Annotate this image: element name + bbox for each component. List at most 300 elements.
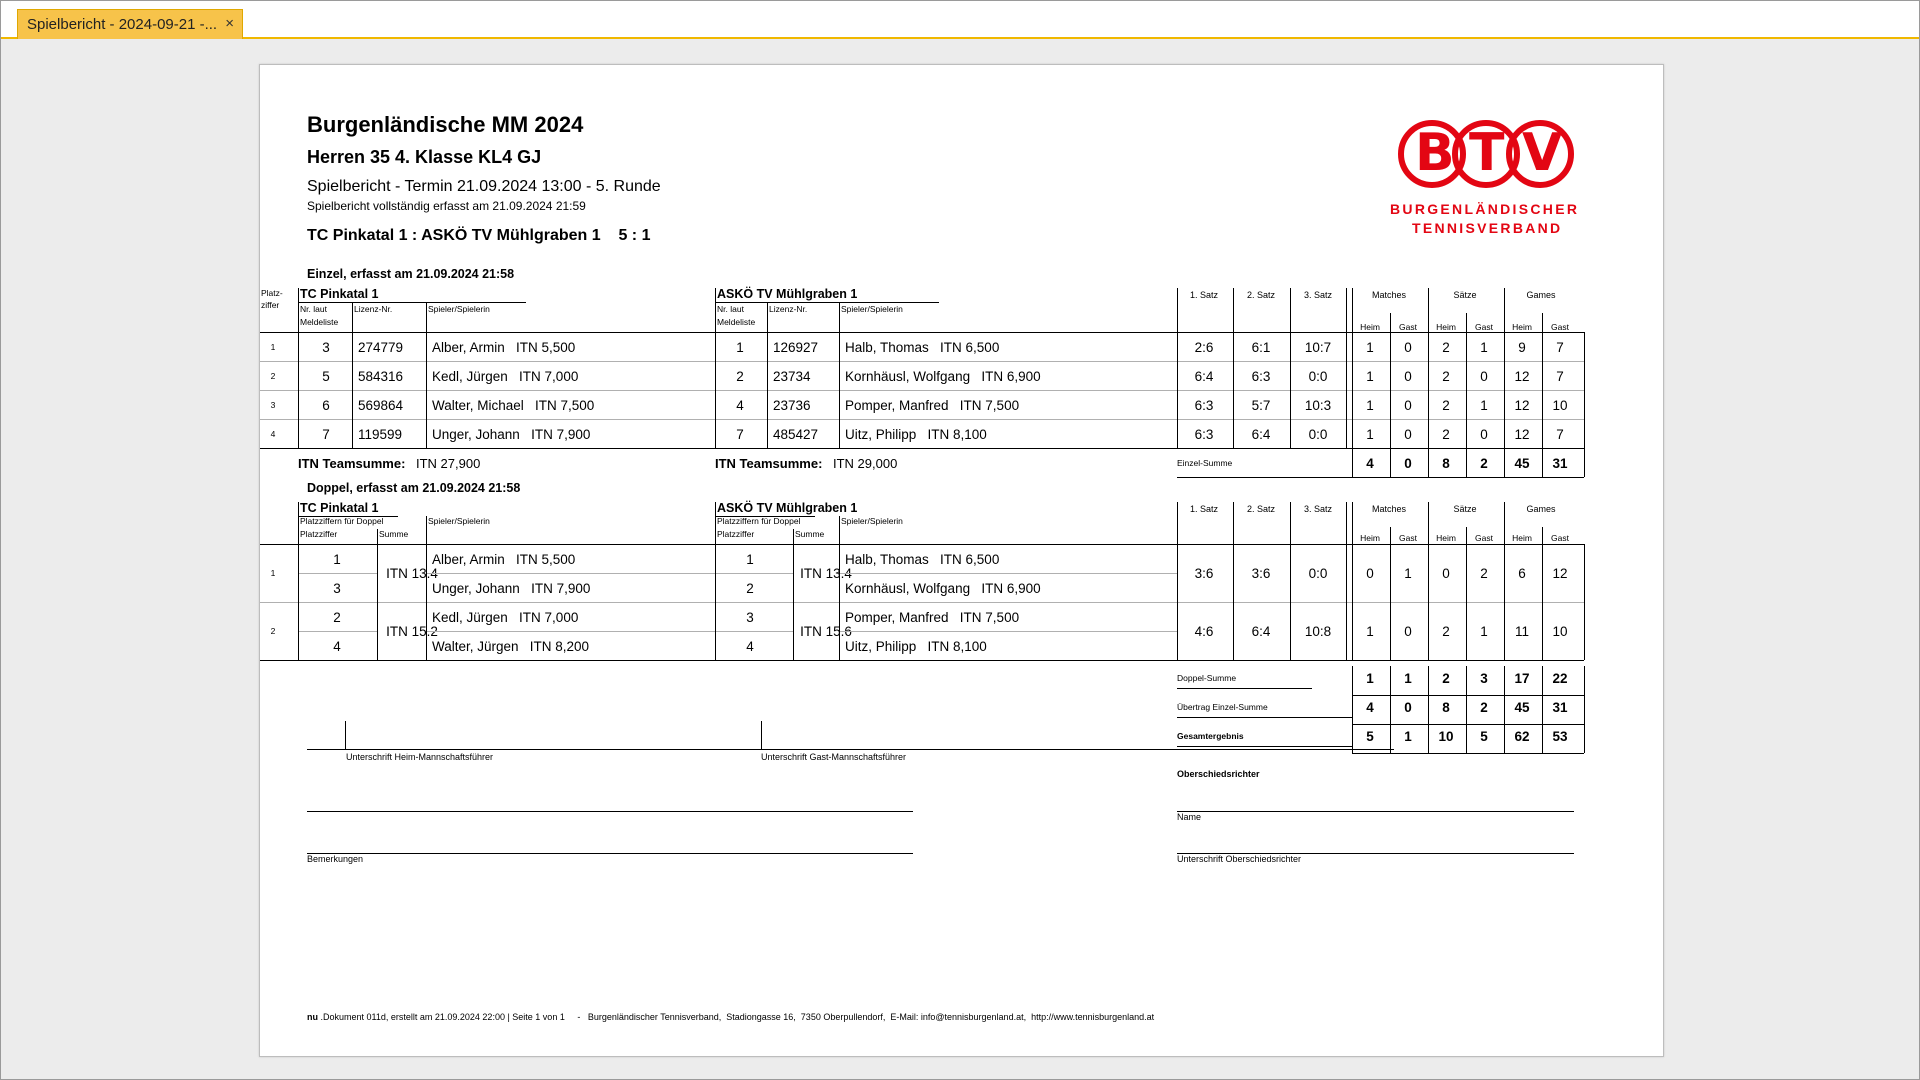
guest-lizenz-header: Lizenz-Nr. xyxy=(769,304,808,314)
home-team-sum: ITN 27,900 xyxy=(416,456,481,471)
captured-line: Spielbericht vollständig erfasst am 21.09.2024 21:59 xyxy=(307,199,586,213)
close-icon[interactable]: × xyxy=(225,15,234,32)
doppel-platz: 2 xyxy=(270,626,276,636)
referee-name-label: Name xyxy=(1177,812,1202,822)
sub-rule xyxy=(298,631,377,632)
einzel-guest-nr: 2 xyxy=(736,369,744,384)
rule xyxy=(1466,332,1467,477)
rule xyxy=(1542,695,1543,724)
doppel-home-sum: ITN 13.4 xyxy=(386,566,438,581)
doppel-guest-sum-header: Summe xyxy=(795,529,825,539)
btv-logo xyxy=(1390,115,1595,245)
doppel-stat: 2 xyxy=(1480,566,1488,581)
rule xyxy=(1352,288,1353,332)
einzel-set-score: 6:4 xyxy=(1194,369,1214,384)
doppel-home-platzziffer: 1 xyxy=(333,552,341,567)
einzel-summe-value: 4 xyxy=(1366,456,1374,471)
doppel-guest-player: Halb, Thomas ITN 6,500 xyxy=(845,552,1000,567)
einzel-home-nr: 6 xyxy=(322,398,330,413)
doppel-guest-player: Kornhäusl, Wolfgang ITN 6,900 xyxy=(845,581,1041,596)
sub-rule xyxy=(839,573,1177,574)
einzel-stat: 9 xyxy=(1518,340,1526,355)
einzel-heading: Einzel, erfasst am 21.09.2024 21:58 xyxy=(307,267,515,281)
einzel-stat: 7 xyxy=(1556,369,1564,384)
doppel-home-player: Unger, Johann ITN 7,900 xyxy=(432,581,591,596)
rule xyxy=(1233,332,1234,448)
einzel-hg-header-3: Gast xyxy=(1475,322,1493,332)
home-spieler-header: Spieler/Spielerin xyxy=(428,304,490,314)
einzel-stat: 0 xyxy=(1404,340,1412,355)
einzel-stat: 1 xyxy=(1366,369,1374,384)
einzel-guest-nr: 7 xyxy=(736,427,744,442)
rule xyxy=(1346,332,1347,448)
logo-letter-v: V xyxy=(1522,123,1563,183)
rule xyxy=(377,529,378,544)
doppel-set-header-1: 1. Satz xyxy=(1189,504,1218,514)
summary-value: 17 xyxy=(1514,671,1530,686)
rule xyxy=(1290,332,1291,448)
doppel-stat: 6 xyxy=(1518,566,1526,581)
summary-rule xyxy=(1177,746,1352,747)
einzel-stat: 1 xyxy=(1480,398,1488,413)
home-team-name: TC Pinkatal 1 xyxy=(300,287,379,301)
einzel-stat: 10 xyxy=(1552,398,1568,413)
einzel-stat: 1 xyxy=(1366,340,1374,355)
rule xyxy=(426,302,427,332)
doppel-set-score: 6:4 xyxy=(1251,624,1271,639)
einzel-home-nr: 5 xyxy=(322,369,330,384)
doppel-home-platzziffer: 4 xyxy=(333,639,341,654)
rule xyxy=(839,302,840,332)
einzel-hg-header-4: Heim xyxy=(1512,322,1532,332)
summary-value: 3 xyxy=(1480,671,1488,686)
rule xyxy=(1466,724,1467,753)
einzel-group-header-0: Matches xyxy=(1371,290,1406,300)
doppel-home-sum-header: Summe xyxy=(379,529,409,539)
rule xyxy=(1542,666,1543,695)
footer-text: .Dokument 011d, erstellt am 21.09.2024 22:00 | Seite 1 von 1 - Burgenländischer Tennisverband, Stadiongasse 16, 7350 Oberpullendorf, E-Mail: info@tennisburgenland.at, http://www.tennisburgenland.at xyxy=(318,1012,1155,1022)
home-nr-header: Nr. laut xyxy=(300,304,327,314)
doppel-guest-pz-short: Platzziffer xyxy=(717,529,755,539)
rule xyxy=(1584,666,1585,695)
rule xyxy=(1390,313,1391,332)
doppel-hg-header-0: Heim xyxy=(1360,533,1380,543)
einzel-stat: 12 xyxy=(1514,369,1530,384)
rule xyxy=(1177,502,1178,544)
doppel-guest-sum: ITN 15.6 xyxy=(800,624,852,639)
summary-label: Doppel-Summe xyxy=(1177,673,1237,683)
einzel-hg-header-5: Gast xyxy=(1551,322,1569,332)
doppel-set-score: 3:6 xyxy=(1251,566,1271,581)
rule xyxy=(1390,695,1391,724)
document-tab[interactable] xyxy=(17,9,243,39)
row-rule xyxy=(260,419,1584,420)
einzel-stat: 7 xyxy=(1556,340,1564,355)
guest-team-sum-label: ITN Teamsumme: xyxy=(715,456,823,471)
einzel-guest-player: Kornhäusl, Wolfgang ITN 6,900 xyxy=(845,369,1041,384)
einzel-set-header-1: 1. Satz xyxy=(1189,290,1218,300)
einzel-stat: 2 xyxy=(1442,398,1450,413)
remarks-label: Bemerkungen xyxy=(307,854,364,864)
guest-team-name: ASKÖ TV Mühlgraben 1 xyxy=(717,287,858,301)
header-rule xyxy=(260,332,1584,333)
summary-value: 10 xyxy=(1438,729,1454,744)
doppel-set-score: 3:6 xyxy=(1194,566,1214,581)
doppel-set-header-3: 3. Satz xyxy=(1303,504,1332,514)
sub-rule xyxy=(426,573,715,574)
doppel-guest-sum: ITN 13.4 xyxy=(800,566,852,581)
footer-nu: nu xyxy=(307,1012,318,1022)
rule xyxy=(1346,288,1347,332)
home-signature-label: Unterschrift Heim-Mannschaftsführer xyxy=(346,752,494,762)
rule xyxy=(1177,544,1178,660)
einzel-group-header-1: Sätze xyxy=(1453,290,1477,300)
einzel-guest-lizenz: 126927 xyxy=(773,340,819,355)
einzel-guest-nr: 4 xyxy=(736,398,744,413)
doppel-set-score: 4:6 xyxy=(1194,624,1214,639)
einzel-guest-player: Halb, Thomas ITN 6,500 xyxy=(845,340,1000,355)
summary-value: 31 xyxy=(1552,700,1568,715)
einzel-stat: 1 xyxy=(1366,427,1374,442)
einzel-home-lizenz: 569864 xyxy=(358,398,404,413)
rule xyxy=(1177,332,1178,448)
rule xyxy=(1584,724,1585,753)
doppel-guest-player: Uitz, Philipp ITN 8,100 xyxy=(845,639,987,654)
einzel-stat: 1 xyxy=(1366,398,1374,413)
doppel-guest-platzziffer: 4 xyxy=(746,639,754,654)
doppel-stat: 12 xyxy=(1552,566,1568,581)
doppel-heading: Doppel, erfasst am 21.09.2024 21:58 xyxy=(307,481,521,495)
rule xyxy=(1233,288,1234,332)
rule xyxy=(1466,695,1467,724)
einzel-home-player: Kedl, Jürgen ITN 7,000 xyxy=(432,369,579,384)
rule xyxy=(298,302,299,332)
home-nr-header-2: Meldeliste xyxy=(300,317,339,327)
sub-rule xyxy=(839,631,1177,632)
tab-bar xyxy=(1,1,1919,39)
rule xyxy=(793,544,794,660)
doppel-hg-header-4: Heim xyxy=(1512,533,1532,543)
einzel-platz: 2 xyxy=(270,371,276,381)
rule xyxy=(715,332,716,448)
einzel-guest-player: Uitz, Philipp ITN 8,100 xyxy=(845,427,987,442)
logo-text-2: TENNISVERBAND xyxy=(1412,220,1563,236)
einzel-platz: 1 xyxy=(270,342,276,352)
rule xyxy=(715,302,716,332)
einzel-summe-value: 2 xyxy=(1480,456,1488,471)
einzel-set-score: 0:0 xyxy=(1308,427,1328,442)
einzel-guest-nr: 1 xyxy=(736,340,744,355)
doppel-home-platzziffer: 2 xyxy=(333,610,341,625)
einzel-home-lizenz: 274779 xyxy=(358,340,404,355)
einzel-set-score: 10:7 xyxy=(1304,340,1332,355)
rule xyxy=(298,516,299,544)
einzel-stat: 12 xyxy=(1514,427,1530,442)
footer xyxy=(307,1013,1154,1022)
rule xyxy=(1542,527,1543,544)
platz-header-2: ziffer xyxy=(261,300,280,310)
summary-value: 1 xyxy=(1404,729,1412,744)
summary-value: 1 xyxy=(1404,671,1412,686)
sub-rule xyxy=(298,573,377,574)
sub-rule xyxy=(715,573,793,574)
doppel-home-spieler-header: Spieler/Spielerin xyxy=(428,516,490,526)
einzel-summe-value: 0 xyxy=(1404,456,1412,471)
einzel-set-score: 6:3 xyxy=(1251,369,1271,384)
einzel-group-header-2: Games xyxy=(1526,290,1556,300)
rule xyxy=(1504,502,1505,544)
rule xyxy=(298,516,398,517)
doppel-row-rule xyxy=(260,602,1584,603)
rule xyxy=(1352,502,1353,544)
rule xyxy=(715,544,716,660)
rule xyxy=(1428,502,1429,544)
sub-rule xyxy=(715,631,793,632)
rule xyxy=(298,302,526,303)
referee-signature-label: Unterschrift Oberschiedsrichter xyxy=(1177,854,1302,864)
doppel-set-score: 0:0 xyxy=(1308,566,1328,581)
rule xyxy=(839,332,840,448)
rule xyxy=(767,332,768,448)
rule xyxy=(1584,695,1585,724)
doppel-home-player: Kedl, Jürgen ITN 7,000 xyxy=(432,610,579,625)
einzel-summe-rule xyxy=(1177,477,1584,478)
doppel-guest-platzziffer: 1 xyxy=(746,552,754,567)
einzel-set-score: 6:3 xyxy=(1194,427,1214,442)
doppel-stat: 0 xyxy=(1404,624,1412,639)
summary-rule xyxy=(1352,695,1584,696)
rule xyxy=(1390,527,1391,544)
summary-label: Gesamtergebnis xyxy=(1177,731,1244,741)
einzel-summe-value: 45 xyxy=(1514,456,1530,471)
summary-value: 2 xyxy=(1442,671,1450,686)
einzel-set-score: 0:0 xyxy=(1308,369,1328,384)
logo-letter-t: T xyxy=(1469,123,1505,183)
rule xyxy=(377,544,378,660)
doppel-home-player: Alber, Armin ITN 5,500 xyxy=(432,552,576,567)
summary-value: 0 xyxy=(1404,700,1412,715)
rule xyxy=(426,516,427,544)
termin-line: Spielbericht - Termin 21.09.2024 13:00 - 5. Runde xyxy=(307,178,661,195)
rule xyxy=(298,502,299,516)
doppel-row-rule xyxy=(260,660,1584,661)
rule xyxy=(839,544,840,660)
summary-value: 22 xyxy=(1552,671,1568,686)
rule xyxy=(352,332,353,448)
doppel-stat: 10 xyxy=(1552,624,1568,639)
league-title: Herren 35 4. Klasse KL4 GJ xyxy=(307,147,542,167)
rule xyxy=(1428,544,1429,660)
rule xyxy=(1290,544,1291,660)
rule xyxy=(1352,666,1353,695)
einzel-hg-header-0: Heim xyxy=(1360,322,1380,332)
summary-value: 4 xyxy=(1366,700,1374,715)
row-rule xyxy=(260,361,1584,362)
rule xyxy=(1428,288,1429,332)
rule xyxy=(1466,666,1467,695)
logo-text-1: BURGENLÄNDISCHER xyxy=(1390,201,1580,217)
rule xyxy=(1233,544,1234,660)
doppel-guest-spieler-header: Spieler/Spielerin xyxy=(841,516,903,526)
doppel-stat: 0 xyxy=(1442,566,1450,581)
rule xyxy=(715,302,939,303)
einzel-home-lizenz: 119599 xyxy=(358,427,403,442)
doppel-home-player: Walter, Jürgen ITN 8,200 xyxy=(432,639,590,654)
doppel-home-team: TC Pinkatal 1 xyxy=(300,501,379,515)
rule xyxy=(1428,695,1429,724)
einzel-stat: 7 xyxy=(1556,427,1564,442)
rule xyxy=(715,502,716,516)
summary-rule xyxy=(1177,688,1312,689)
einzel-set-score: 6:3 xyxy=(1194,398,1214,413)
einzel-set-score: 6:4 xyxy=(1251,427,1271,442)
rule xyxy=(1466,544,1467,660)
summary-rule xyxy=(1352,753,1584,754)
einzel-stat: 1 xyxy=(1480,340,1488,355)
doppel-guest-platzziffer: 2 xyxy=(746,581,754,596)
rule xyxy=(1428,666,1429,695)
rule xyxy=(1290,288,1291,332)
einzel-platz: 4 xyxy=(270,429,276,439)
guest-nr-header: Nr. laut xyxy=(717,304,744,314)
summary-rule xyxy=(1177,717,1352,718)
einzel-summe-value: 8 xyxy=(1442,456,1450,471)
summary-label: Übertrag Einzel-Summe xyxy=(1177,702,1268,712)
einzel-guest-player: Pomper, Manfred ITN 7,500 xyxy=(845,398,1020,413)
guest-signature-label: Unterschrift Gast-Mannschaftsführer xyxy=(761,752,907,762)
doppel-set-score: 10:8 xyxy=(1304,624,1332,639)
rule xyxy=(1504,724,1505,753)
doppel-guest-pz-header: Platzziffern für Doppel xyxy=(717,516,801,526)
rule xyxy=(1352,332,1353,477)
sub-rule xyxy=(426,631,715,632)
einzel-set-header-3: 3. Satz xyxy=(1303,290,1332,300)
rule xyxy=(1466,527,1467,544)
match-result: TC Pinkatal 1 : ASKÖ TV Mühlgraben 1 5 : 1 xyxy=(307,227,651,244)
summary-value: 1 xyxy=(1366,671,1374,686)
einzel-hg-header-2: Heim xyxy=(1436,322,1456,332)
rule xyxy=(1542,544,1543,660)
einzel-set-score: 6:1 xyxy=(1251,340,1271,355)
einzel-stat: 2 xyxy=(1442,427,1450,442)
rule xyxy=(1177,288,1178,332)
report-title: Burgenländische MM 2024 xyxy=(307,112,584,137)
einzel-set-score: 5:7 xyxy=(1251,398,1271,413)
summary-value: 5 xyxy=(1366,729,1374,744)
doppel-group-header-0: Matches xyxy=(1371,504,1406,514)
rule xyxy=(1390,332,1391,477)
rule xyxy=(1346,544,1347,660)
rule xyxy=(839,516,840,544)
doppel-hg-header-5: Gast xyxy=(1551,533,1569,543)
einzel-stat: 0 xyxy=(1404,427,1412,442)
doppel-stat: 1 xyxy=(1480,624,1488,639)
tab-title: Spielbericht - 2024-09-21 -... xyxy=(27,16,218,33)
rule xyxy=(1504,666,1505,695)
summary-value: 8 xyxy=(1442,700,1450,715)
rule xyxy=(767,302,768,332)
home-team-sum-label: ITN Teamsumme: xyxy=(298,456,406,471)
rule xyxy=(1504,544,1505,660)
summary-value: 5 xyxy=(1480,729,1488,744)
doppel-hg-header-2: Heim xyxy=(1436,533,1456,543)
einzel-home-nr: 7 xyxy=(322,427,330,442)
einzel-guest-lizenz: 23736 xyxy=(773,398,811,413)
home-lizenz-header: Lizenz-Nr. xyxy=(354,304,393,314)
doppel-group-header-1: Sätze xyxy=(1453,504,1477,514)
doppel-stat: 0 xyxy=(1366,566,1374,581)
row-rule xyxy=(260,448,1584,449)
rule xyxy=(715,516,815,517)
einzel-guest-lizenz: 23734 xyxy=(773,369,811,384)
einzel-home-player: Alber, Armin ITN 5,500 xyxy=(432,340,576,355)
doppel-stat: 11 xyxy=(1514,624,1529,639)
rule xyxy=(1542,724,1543,753)
rule xyxy=(1584,544,1585,660)
guest-spieler-header: Spieler/Spielerin xyxy=(841,304,903,314)
rule xyxy=(1542,313,1543,332)
doppel-guest-player: Pomper, Manfred ITN 7,500 xyxy=(845,610,1020,625)
referee-heading: Oberschiedsrichter xyxy=(1177,769,1260,779)
doppel-hg-header-1: Gast xyxy=(1399,533,1417,543)
einzel-hg-header-1: Gast xyxy=(1399,322,1417,332)
rule xyxy=(715,516,716,544)
doppel-stat: 1 xyxy=(1366,624,1374,639)
doppel-hg-header-3: Gast xyxy=(1475,533,1493,543)
einzel-home-player: Unger, Johann ITN 7,900 xyxy=(432,427,591,442)
doppel-platz: 1 xyxy=(270,568,276,578)
einzel-stat: 0 xyxy=(1404,369,1412,384)
einzel-stat: 12 xyxy=(1514,398,1530,413)
einzel-guest-lizenz: 485427 xyxy=(773,427,819,442)
einzel-home-player: Walter, Michael ITN 7,500 xyxy=(432,398,595,413)
rule xyxy=(1504,695,1505,724)
rule xyxy=(298,544,299,660)
rule xyxy=(1233,502,1234,544)
einzel-stat: 2 xyxy=(1442,369,1450,384)
summary-value: 53 xyxy=(1552,729,1568,744)
rule xyxy=(715,288,716,302)
doppel-guest-team: ASKÖ TV Mühlgraben 1 xyxy=(717,501,858,515)
einzel-set-score: 2:6 xyxy=(1194,340,1214,355)
guest-nr-header-2: Meldeliste xyxy=(717,317,756,327)
rule xyxy=(1290,502,1291,544)
einzel-summe-value: 31 xyxy=(1552,456,1568,471)
document-page xyxy=(259,64,1664,1057)
rule xyxy=(1466,313,1467,332)
rule xyxy=(1542,332,1543,477)
doppel-stat: 2 xyxy=(1442,624,1450,639)
rule xyxy=(426,332,427,448)
doppel-stat: 1 xyxy=(1404,566,1412,581)
rule xyxy=(1504,288,1505,332)
row-rule xyxy=(260,390,1584,391)
summary-value: 45 xyxy=(1514,700,1530,715)
rule xyxy=(1428,724,1429,753)
rule xyxy=(1428,332,1429,477)
rule xyxy=(298,288,299,302)
doppel-group-header-2: Games xyxy=(1526,504,1556,514)
einzel-stat: 2 xyxy=(1442,340,1450,355)
rule xyxy=(1584,332,1585,477)
rule xyxy=(1504,332,1505,477)
doppel-home-platzziffer: 3 xyxy=(333,581,341,596)
einzel-stat: 0 xyxy=(1480,369,1488,384)
summary-rule xyxy=(1352,724,1584,725)
summary-value: 62 xyxy=(1514,729,1530,744)
rule xyxy=(1352,695,1353,724)
doppel-home-pz-header: Platzziffern für Doppel xyxy=(300,516,384,526)
